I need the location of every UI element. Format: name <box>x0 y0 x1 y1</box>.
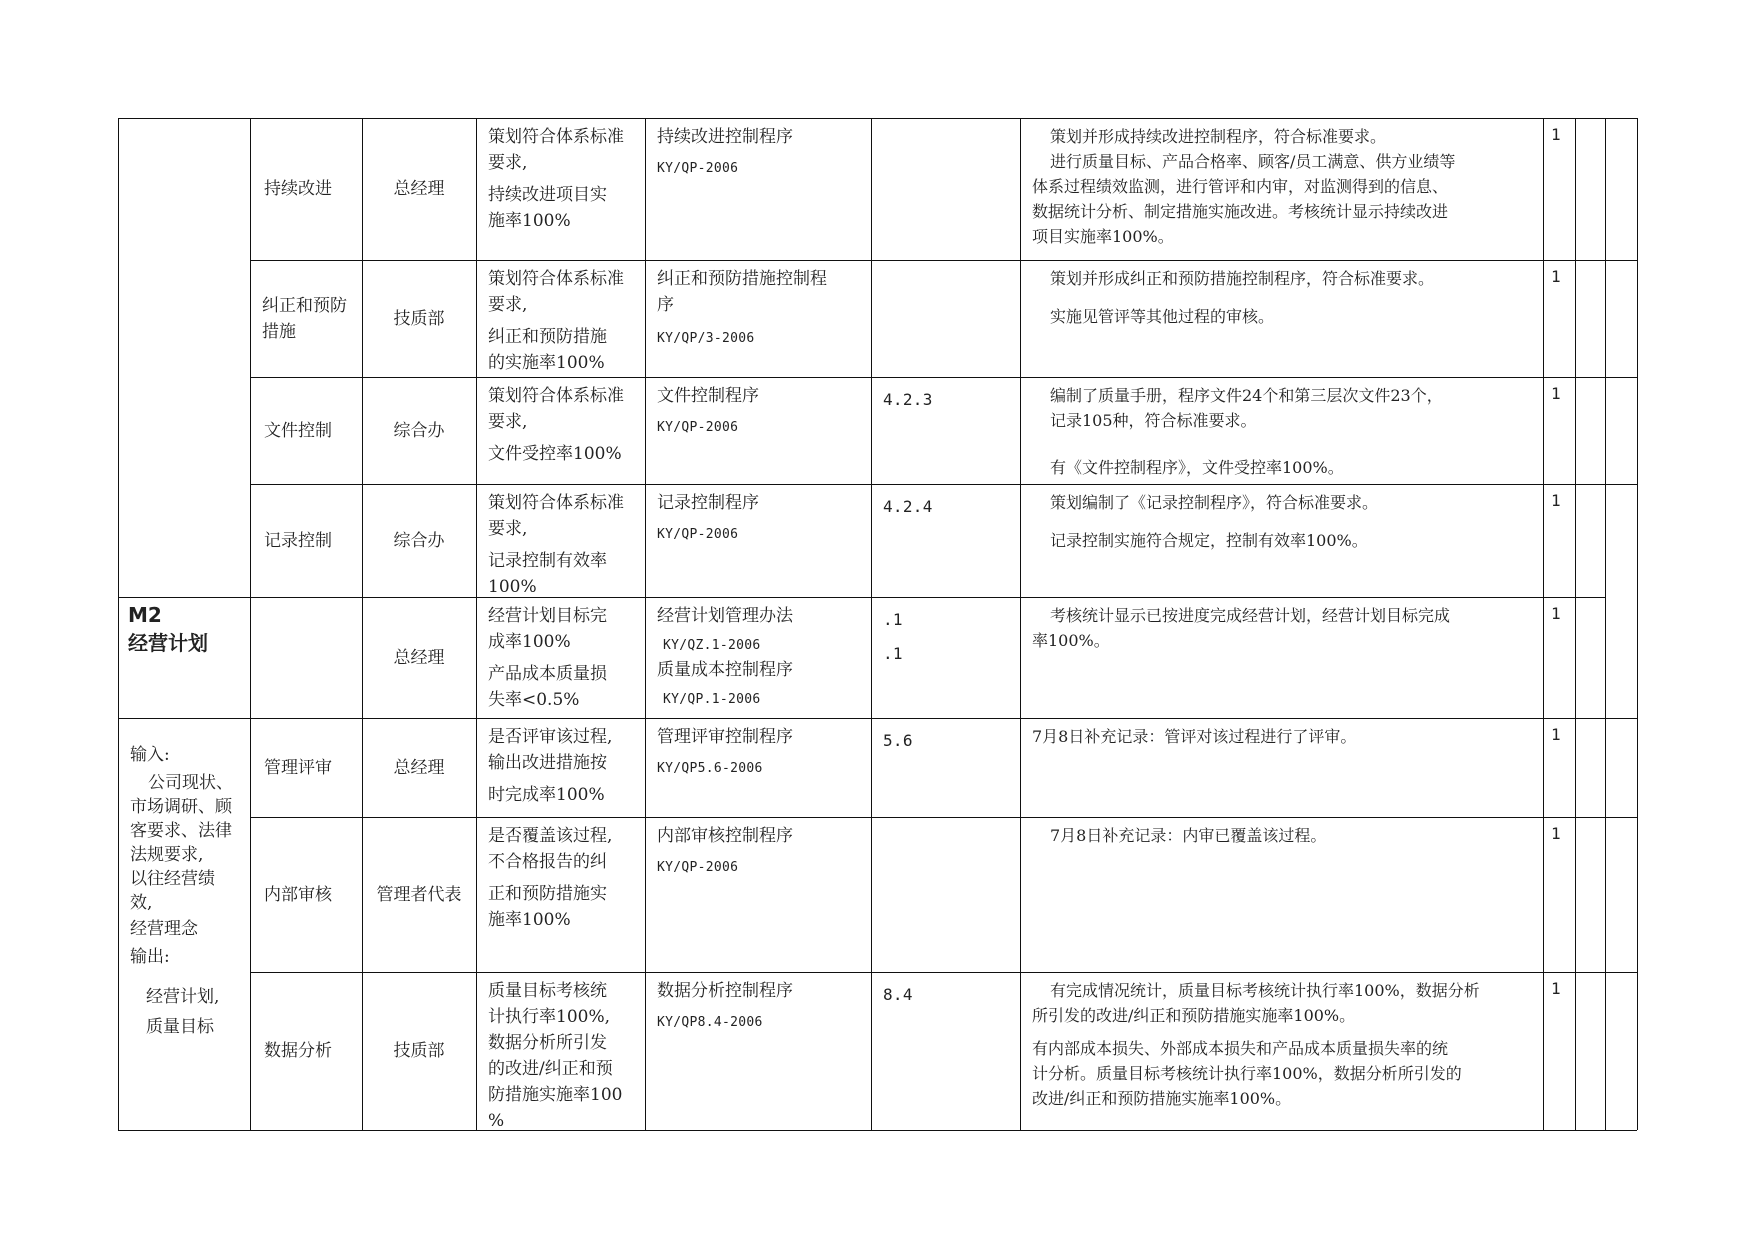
procedure-code: KY/QP-2006 <box>657 420 739 435</box>
table-rule-vertical <box>1020 118 1021 1130</box>
table-rule-horizontal <box>118 597 1605 598</box>
io-note-line: 公司现状、 <box>148 773 233 793</box>
procedure-code: KY/QP/3-2006 <box>657 331 755 346</box>
owner-dept: 总经理 <box>393 179 445 199</box>
score-value: 1 <box>1551 824 1561 843</box>
target-line: 时完成率100% <box>488 785 605 805</box>
procedure-code: KY/QP8.4-2006 <box>657 1015 763 1030</box>
standard-clause: 4.2.4 <box>883 497 933 516</box>
io-note-line: 输入: <box>130 745 170 765</box>
target-line: 正和预防措施实 <box>488 884 607 904</box>
io-note-line: 经营理念 <box>130 919 198 939</box>
standard-clause: .1 <box>883 644 903 663</box>
table-rule-vertical <box>645 118 646 1130</box>
target-line: 是否覆盖该过程, <box>488 826 613 846</box>
procedure-name: 文件控制程序 <box>657 386 759 406</box>
procedure-code: KY/QP.1-2006 <box>663 692 761 707</box>
io-note-line: 客要求、法律 <box>130 821 232 841</box>
procedure-name: 记录控制程序 <box>657 493 759 513</box>
owner-dept: 技质部 <box>393 1041 445 1061</box>
table-rule-vertical <box>871 118 872 1130</box>
target-line: 要求, <box>488 153 528 173</box>
procedure-code: KY/QZ.1-2006 <box>663 638 761 653</box>
table-rule-vertical <box>476 118 477 1130</box>
score-value: 1 <box>1551 725 1561 744</box>
owner-dept: 管理者代表 <box>376 884 462 905</box>
audit-result-line: 数据统计分析、制定措施实施改进。考核统计显示持续改进 <box>1032 202 1449 221</box>
process-code: M2 <box>128 603 162 627</box>
target-line: 要求, <box>488 295 528 315</box>
score-value: 1 <box>1551 384 1561 403</box>
target-line: 的改进/纠正和预 <box>488 1059 613 1079</box>
subprocess-name: 数据分析 <box>264 1041 332 1061</box>
io-note-line: 质量目标 <box>146 1017 214 1037</box>
owner-dept: 综合办 <box>393 420 445 441</box>
target-line: 文件受控率100% <box>488 444 622 464</box>
target-line: 要求, <box>488 412 528 432</box>
procedure-code: KY/QP-2006 <box>657 860 739 875</box>
audit-result-line: 记录105种，符合标准要求。 <box>1050 411 1257 430</box>
subprocess-name: 管理评审 <box>264 757 332 778</box>
audit-result-line: 有内部成本损失、外部成本损失和产品成本质量损失率的统 <box>1032 1039 1449 1058</box>
table-rule-horizontal <box>118 118 1637 119</box>
table-rule-horizontal <box>250 377 1637 378</box>
table-rule-vertical <box>1637 118 1638 1130</box>
target-line: 经营计划目标完 <box>488 606 607 626</box>
io-note-line: 效, <box>130 893 153 913</box>
audit-result-line: 编制了质量手册，程序文件24个和第三层次文件23个， <box>1050 386 1443 405</box>
audit-result-line: 实施见管评等其他过程的审核。 <box>1050 307 1275 326</box>
standard-clause: 4.2.3 <box>883 390 933 409</box>
owner-dept: 总经理 <box>393 647 445 668</box>
audit-result-line: 率100%。 <box>1032 631 1110 650</box>
table-rule-vertical <box>250 118 251 1130</box>
table-rule-horizontal <box>118 1130 1637 1131</box>
audit-result-line: 项目实施率100%。 <box>1032 227 1174 246</box>
target-line: 施率100% <box>488 910 571 930</box>
score-value: 1 <box>1551 979 1561 998</box>
procedure-code: KY/QP5.6-2006 <box>657 761 763 776</box>
target-line: 策划符合体系标准 <box>488 386 624 406</box>
standard-clause: 8.4 <box>883 985 913 1004</box>
subprocess-name: 记录控制 <box>264 530 332 551</box>
score-value: 1 <box>1551 604 1561 623</box>
target-line: 要求, <box>488 519 528 539</box>
io-note-line: 输出: <box>130 947 170 967</box>
target-line: % <box>488 1111 505 1131</box>
target-line: 输出改进措施按 <box>488 753 607 773</box>
target-line: 质量目标考核统 <box>488 981 607 1001</box>
target-line: 策划符合体系标准 <box>488 269 624 289</box>
process-name: 经营计划 <box>128 631 208 655</box>
audit-result-line: 所引发的改进/纠正和预防措施实施率100%。 <box>1032 1006 1356 1025</box>
table-rule-horizontal <box>118 718 1637 719</box>
io-note-line: 法规要求, <box>130 845 204 865</box>
score-value: 1 <box>1551 125 1561 144</box>
target-line: 施率100% <box>488 211 571 231</box>
score-value: 1 <box>1551 491 1561 510</box>
table-rule-horizontal <box>250 260 1637 261</box>
audit-result-line: 体系过程绩效监测，进行管评和内审，对监测得到的信息、 <box>1032 177 1449 196</box>
audit-result-line: 策划并形成纠正和预防措施控制程序，符合标准要求。 <box>1050 269 1435 288</box>
audit-result-line: 7月8日补充记录：内审已覆盖该过程。 <box>1050 826 1327 845</box>
target-line: 数据分析所引发 <box>488 1033 607 1053</box>
target-line: 策划符合体系标准 <box>488 127 624 147</box>
target-line: 成率100% <box>488 632 571 652</box>
procedure-code: KY/QP-2006 <box>657 161 739 176</box>
target-line: 持续改进项目实 <box>488 185 607 205</box>
io-note-line: 经营计划, <box>146 987 220 1007</box>
standard-clause: 5.6 <box>883 731 913 750</box>
table-rule-vertical <box>1543 118 1544 1130</box>
subprocess-name: 内部审核 <box>264 884 332 905</box>
procedure-name: 经营计划管理办法 <box>657 606 793 626</box>
target-line: 防措施实施率100 <box>488 1085 623 1105</box>
io-note-line: 以往经营绩 <box>130 869 215 889</box>
table-rule-vertical <box>1575 118 1576 1130</box>
audit-result-line: 进行质量目标、产品合格率、顾客/员工满意、供方业绩等 <box>1050 152 1456 171</box>
table-rule-vertical <box>1605 118 1606 1130</box>
procedure-name: 序 <box>657 295 674 315</box>
target-line: 策划符合体系标准 <box>488 493 624 513</box>
procedure-name: 管理评审控制程序 <box>657 727 793 747</box>
audit-result-line: 策划并形成持续改进控制程序，符合标准要求。 <box>1050 127 1387 146</box>
owner-dept: 综合办 <box>393 530 445 551</box>
table-rule-horizontal <box>250 817 1637 818</box>
score-value: 1 <box>1551 267 1561 286</box>
target-line: 的实施率100% <box>488 353 605 373</box>
table-rule-horizontal <box>250 972 1637 973</box>
audit-result-line: 改进/纠正和预防措施实施率100%。 <box>1032 1089 1292 1108</box>
audit-result-line: 记录控制实施符合规定，控制有效率100%。 <box>1050 531 1368 550</box>
procedure-code: KY/QP-2006 <box>657 527 739 542</box>
owner-dept: 总经理 <box>393 757 445 778</box>
standard-clause: .1 <box>883 610 903 629</box>
io-note-line: 市场调研、顾 <box>130 797 232 817</box>
audit-result-line: 策划编制了《记录控制程序》，符合标准要求。 <box>1050 493 1379 512</box>
audit-result-line: 有《文件控制程序》，文件受控率100%。 <box>1050 458 1344 477</box>
subprocess-name: 措施 <box>262 321 296 342</box>
target-line: 100% <box>488 577 537 597</box>
target-line: 记录控制有效率 <box>488 551 607 571</box>
subprocess-name: 持续改进 <box>264 179 332 199</box>
subprocess-name: 纠正和预防 <box>262 295 347 316</box>
target-line: 失率<0.5% <box>488 690 580 710</box>
procedure-name: 数据分析控制程序 <box>657 981 793 1001</box>
audit-result-line: 7月8日补充记录：管评对该过程进行了评审。 <box>1032 727 1357 746</box>
procedure-name: 质量成本控制程序 <box>657 660 793 680</box>
audit-result-line: 有完成情况统计，质量目标考核统计执行率100%，数据分析 <box>1050 981 1480 1000</box>
table-rule-horizontal <box>250 484 1637 485</box>
target-line: 产品成本质量损 <box>488 664 607 684</box>
target-line: 不合格报告的纠 <box>488 852 607 872</box>
owner-dept: 技质部 <box>393 308 445 329</box>
audit-result-line: 考核统计显示已按进度完成经营计划，经营计划目标完成 <box>1050 606 1451 625</box>
table-rule-vertical <box>118 118 119 1130</box>
target-line: 是否评审该过程, <box>488 727 613 747</box>
procedure-name: 持续改进控制程序 <box>657 127 793 147</box>
procedure-name: 纠正和预防措施控制程 <box>657 269 827 289</box>
audit-result-line: 计分析。质量目标考核统计执行率100%，数据分析所引发的 <box>1032 1064 1462 1083</box>
subprocess-name: 文件控制 <box>264 420 332 441</box>
target-line: 纠正和预防措施 <box>488 327 607 347</box>
target-line: 计执行率100%, <box>488 1007 611 1027</box>
procedure-name: 内部审核控制程序 <box>657 826 793 846</box>
table-rule-vertical <box>362 118 363 1130</box>
